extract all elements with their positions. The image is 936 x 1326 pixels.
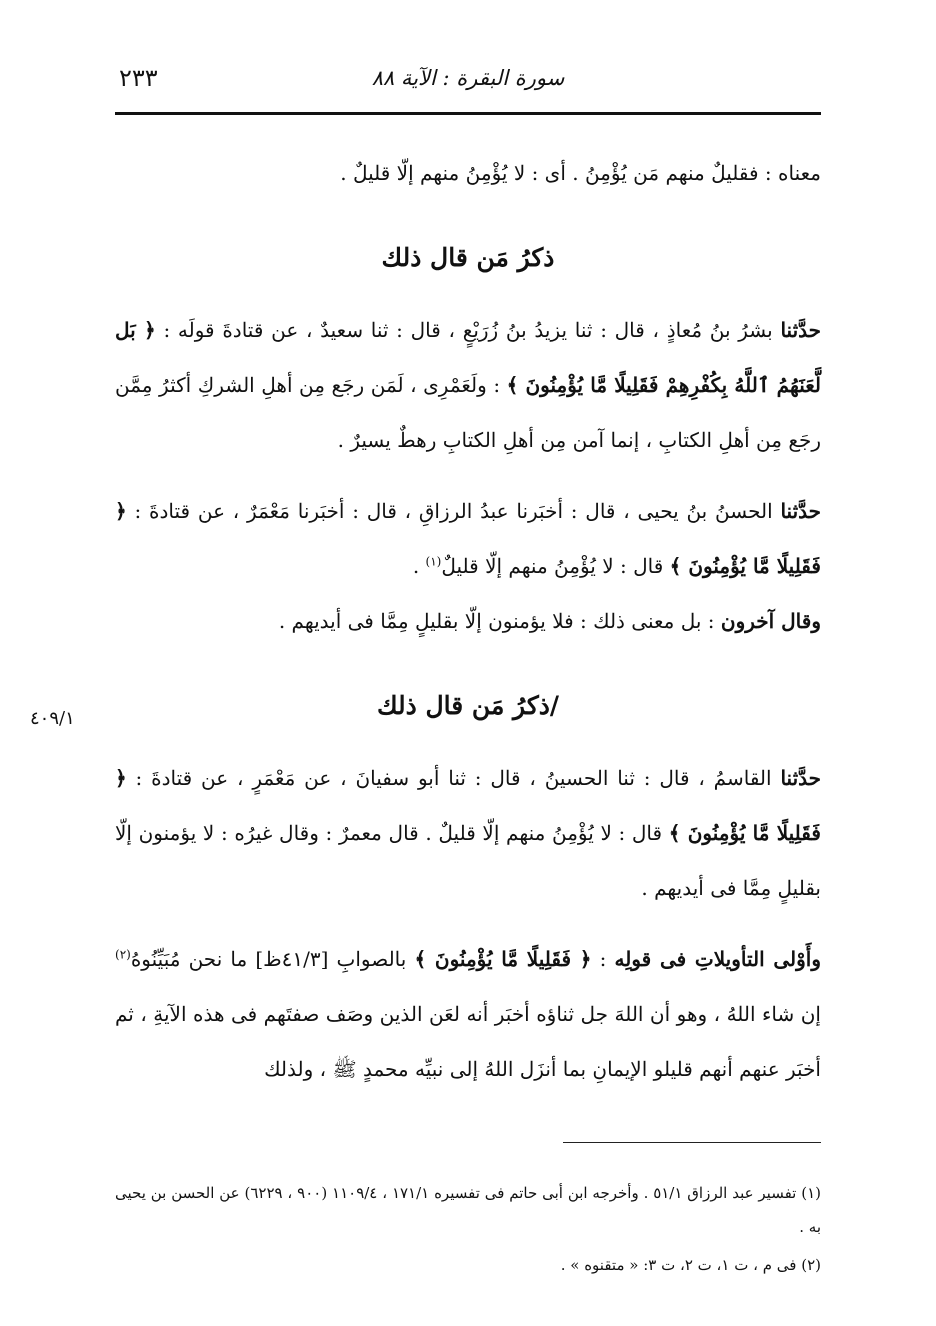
hadith-lead: وأَوْلى التأويلاتِ فى قولِه: [614, 947, 822, 971]
paragraph-5: [115, 751, 821, 916]
paragraph-text: بشرُ بنُ مُعاذٍ ، قال : ثنا يزيدُ بنُ زُرَيْعٍ ، قال : ثنا سعيدٌ ، عن قتادةَ قولَه :: [155, 318, 781, 342]
quran-quote: ﴿ بَل لَّعَنَهُمُ ٱللَّهُ بِكُفْرِهِمْ فَقَلِيلًا مَّا يُؤْمِنُونَ ﴾: [115, 318, 821, 397]
footnote-rule: [563, 1142, 821, 1143]
paragraph-text: الحسنُ بنُ يحيى ، قال : أخبَرنا عبدُ الرزاقِ ، قال : أخبَرنا مَعْمَرٌ ، عن قتادةَ :: [126, 499, 781, 523]
page-number: ٢٣٣: [119, 64, 158, 92]
section-heading-1: ذكرُ مَن قال ذلك: [381, 243, 555, 272]
footnotes: [115, 1176, 821, 1282]
hadith-lead: حدَّثنا: [780, 499, 821, 523]
paragraph-text: : بل معنى ذلك : فلا يؤمنون إلّا بقليلٍ مِمَّا فى أيديهم .: [278, 609, 721, 633]
running-title: سورة البقرة : الآية ٨٨: [371, 66, 565, 90]
paragraph-6: [115, 932, 821, 1097]
paragraph-text: القاسمُ ، قال : ثنا الحسينُ ، قال : ثنا أبو سفيانَ ، عن مَعْمَرٍ ، عن قتادةَ :: [126, 766, 781, 790]
header-rule: [115, 112, 821, 115]
section-heading-2: /ذكرُ مَن قال ذلك: [376, 691, 560, 720]
footnote-2: (٢) فى م ، ت ١، ت ٢، ت ٣: « متقنوه » .: [560, 1256, 821, 1274]
paragraph-text: قال : لا يُؤْمِنُ منهم إلّا قليلٌ: [441, 554, 670, 578]
quran-quote: ﴿ فَقَلِيلًا مَّا يُؤْمِنُونَ ﴾: [115, 499, 821, 578]
hadith-lead: وقال آخرون: [720, 609, 821, 633]
footnote-marker: (٢): [115, 947, 131, 962]
paragraph-3: [115, 484, 821, 594]
quran-quote: ﴿ فَقَلِيلًا مَّا يُؤْمِنُونَ ﴾: [115, 766, 821, 845]
paragraph-4: [115, 594, 821, 649]
paragraph-text: : ولَعَمْرِى ، لَمَن رجَع مِن أهلِ الشركِ أكثرُ مِمَّن رجَع مِن أهلِ الكتابِ ، إنما آمن مِن أهلِ الكتابِ رهطٌ يسيرٌ .: [115, 373, 821, 452]
quran-quote: ﴿ فَقَلِيلًا مَّا يُؤْمِنُونَ ﴾: [414, 947, 592, 971]
paragraph-text: إن شاء اللهُ ، وهو أن اللهَ جل ثناؤه أخبَر أنه لعَن الذين وصَف صفتَهم فى هذه الآيةِ ، ثم أخبَر عنهم أنهم قليلو الإيمانِ بما أنزَل اللهُ إلى نبيِّه محمدٍ ﷺ ، ولذلك: [115, 1002, 821, 1081]
hadith-lead: حدَّثنا: [780, 318, 821, 342]
hadith-lead: حدَّثنا: [780, 766, 821, 790]
footnote-marker: (١): [425, 554, 442, 569]
page-header: [115, 60, 821, 100]
paragraph-text: .: [412, 554, 426, 578]
paragraph-1: معناه : فقليلٌ منهم مَن يُؤْمِنُ . أى : لا يُؤْمِنُ منهم إلّا قليلٌ .: [340, 161, 821, 185]
paragraph-2: [115, 303, 821, 468]
marginal-reference: ٤٠٩/١: [30, 708, 75, 729]
paragraph-text: قال : لا يُؤْمِنُ منهم إلّا قليلٌ . قال معمرٌ : وقال غيرُه : لا يؤمنون إلّا بقليلٍ مِمَّا فى أيديهم .: [115, 821, 821, 900]
paragraph-text: بالصوابِ [٤١/٣ظ] ما نحن مُبَيِّنُوهُ: [130, 947, 415, 971]
paragraph-text: :: [591, 947, 615, 971]
footnote-1: (١) تفسير عبد الرزاق ٥١/١ . وأخرجه ابن أبى حاتم فى تفسيره ١٧١/١ ، ١١٠٩/٤ (٩٠٠ ، ٦٢٢٩) عن الحسن بن يحيى به .: [115, 1184, 821, 1236]
main-text: [115, 146, 821, 1097]
